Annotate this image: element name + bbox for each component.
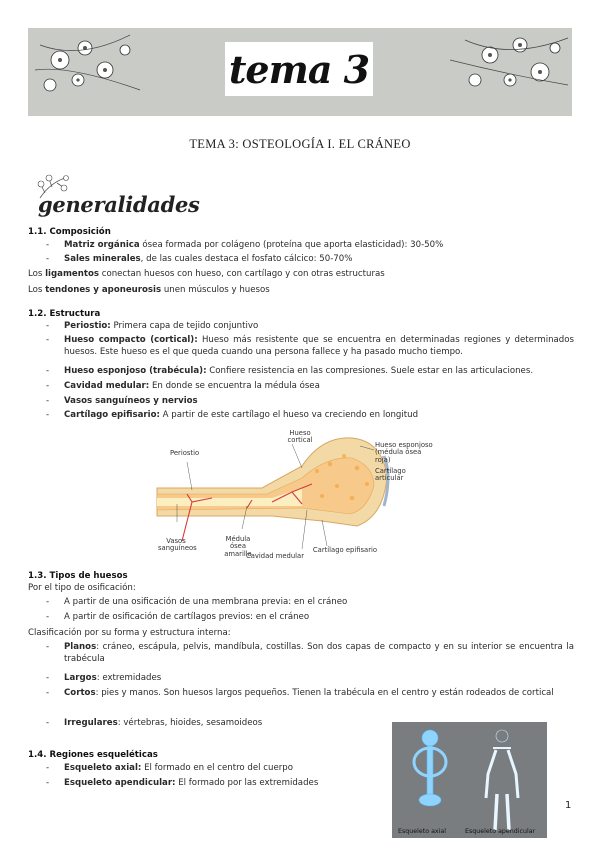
item-text: ósea formada por colágeno (proteína que aporta elasticidad): 30-50%: [139, 240, 444, 250]
list-item: - Esqueleto apendicular: El formado por las extremidades: [46, 778, 319, 788]
label-periostio: Periostio: [170, 449, 200, 457]
item-text: , de las cuales destaca el fosfato cálcico: 50-70%: [140, 254, 353, 264]
term: tendones y aponeurosis: [45, 285, 162, 295]
document-title: TEMA 3: OSTEOLOGÍA I. EL CRÁNEO: [189, 137, 411, 151]
term: Planos: [64, 642, 97, 652]
prefix: Los: [28, 269, 46, 279]
caption-apendicular: Esqueleto apendicular: [465, 828, 536, 835]
term: ligamentos: [45, 269, 99, 279]
label-hueso-esponjoso: Hueso esponjoso (médula ósea roja): [375, 441, 433, 464]
label-medula-amarilla: Médula ósea amarilla: [224, 535, 252, 558]
term: Periostio:: [64, 321, 111, 331]
list-item: - Vasos sanguíneos y nervios: [46, 396, 198, 406]
list-item: - Hueso compacto (cortical): Hueso más resistente que se encuentra en determinadas regiones y determinados huesos. Este hueso es el que queda cuando una persona fallece y ha pasado mucho tiempo.: [46, 335, 575, 358]
item-text: : cráneo, escápula, pelvis, mandíbula, costillas. Son dos capas de compacto y en su interior se encuentra la trabécula: [64, 642, 574, 665]
item-text: El formado en el centro del cuerpo: [141, 763, 293, 773]
list-item: - Cavidad medular: En donde se encuentra la médula ósea: [46, 381, 320, 391]
term: Cavidad medular:: [64, 381, 150, 391]
term: Esqueleto axial:: [64, 763, 142, 773]
item-text: : pies y manos. Son huesos largos pequeños. Tienen la trabécula en el centro y están rodeados de cortical: [95, 688, 554, 698]
item-text: : vértebras, hioides, sesamoideos: [117, 718, 263, 728]
list-item: - Planos: cráneo, escápula, pelvis, mandíbula, costillas. Son dos capas de compacto y en su interior se encuentra la trabécula: [46, 642, 574, 665]
term: Cortos: [64, 688, 96, 698]
line-text: unen músculos y huesos: [161, 285, 270, 295]
caption-axial: Esqueleto axial: [398, 828, 447, 835]
heading-1-4: 1.4. Regiones esqueléticas: [28, 750, 158, 760]
list-item: - Cortos: pies y manos. Son huesos largos pequeños. Tienen la trabécula en el centro y están rodeados de cortical: [46, 688, 554, 698]
list-item: - Matriz orgánica ósea formada por colágeno (proteína que aporta elasticidad): 30-50%: [46, 240, 444, 250]
skeleton-image: [392, 722, 547, 838]
item-text: El formado por las extremidades: [175, 778, 319, 788]
item-text: A partir de una osificación de una membrana previa: en el cráneo: [64, 597, 348, 607]
item-text: Hueso más resistente que se encuentra en determinadas regiones y determinados huesos. Este hueso es el que queda cuando una persona fallece y ha pasado mucho tiempo.: [64, 335, 575, 358]
clasificacion-intro: Clasificación por su forma y estructura interna:: [28, 628, 231, 638]
list-item: - Sales minerales, de las cuales destaca el fosfato cálcico: 50-70%: [46, 254, 353, 264]
term: Irregulares: [64, 718, 118, 728]
prefix: Los: [28, 285, 46, 295]
list-item: - Periostio: Primera capa de tejido conjuntivo: [46, 321, 259, 331]
heading-1-3: 1.3. Tipos de huesos: [28, 571, 128, 581]
list-item: - A partir de osificación de cartílagos previos: en el cráneo: [46, 611, 574, 623]
section-heading: generalidades: [38, 192, 200, 217]
item-text: Confiere resistencia en las compresiones. Suele estar en las articulaciones.: [206, 366, 534, 376]
heading-1-1: 1.1. Composición: [28, 227, 111, 237]
label-cartilago-epifisario: Cartílago epifisario: [312, 546, 378, 554]
term: Cartílago epifisario:: [64, 410, 160, 420]
label-vasos: Vasos sanguíneos: [158, 537, 197, 553]
list-item: - Esqueleto axial: El formado en el centro del cuerpo: [46, 763, 293, 773]
list-item: - Largos: extremidades: [46, 673, 162, 683]
item-text: Primera capa de tejido conjuntivo: [110, 321, 259, 331]
list-item: - Irregulares: vértebras, hioides, sesamoideos: [46, 718, 263, 728]
flower-decoration-left: [30, 30, 150, 100]
heading-1-2: 1.2. Estructura: [28, 309, 101, 319]
label-hueso-cortical: Hueso cortical: [287, 429, 313, 445]
line-text: conectan huesos con hueso, con cartílago y con otras estructuras: [98, 269, 385, 279]
item-text: A partir de este cartílago el hueso va creciendo en longitud: [159, 410, 419, 420]
page-number: 1: [565, 800, 572, 811]
term: Esqueleto apendicular:: [64, 778, 176, 788]
item-text: : extremidades: [96, 673, 162, 683]
term: Matriz orgánica: [64, 240, 140, 250]
ligamentos-line: [28, 268, 576, 280]
banner-title: tema 3: [228, 46, 370, 92]
term: Largos: [64, 673, 97, 683]
label-cavidad-medular: Cavidad medular: [245, 552, 305, 560]
item-text: A partir de osificación de cartílagos previos: en el cráneo: [64, 612, 310, 622]
label-cartilago-articular: Cartílago articular: [375, 467, 406, 483]
osificacion-intro: Por el tipo de osificación:: [28, 583, 136, 593]
list-item: - Hueso esponjoso (trabécula): Confiere resistencia en las compresiones. Suele estar en las articulaciones.: [46, 366, 534, 376]
term: Hueso compacto (cortical):: [64, 335, 198, 345]
tendones-line: [28, 284, 576, 296]
skeleton-illustration: [392, 722, 547, 838]
banner-title-box: [225, 42, 373, 96]
list-item: - A partir de una osificación de una membrana previa: en el cráneo: [46, 596, 574, 608]
flower-decoration-right: [450, 30, 570, 100]
item-text: En donde se encuentra la médula ósea: [149, 381, 320, 391]
list-item: - Cartílago epifisario: A partir de este cartílago el hueso va creciendo en longitud: [46, 410, 419, 420]
term: Sales minerales: [64, 254, 141, 264]
term: Vasos sanguíneos y nervios: [64, 396, 198, 406]
term: Hueso esponjoso (trabécula):: [64, 366, 207, 376]
